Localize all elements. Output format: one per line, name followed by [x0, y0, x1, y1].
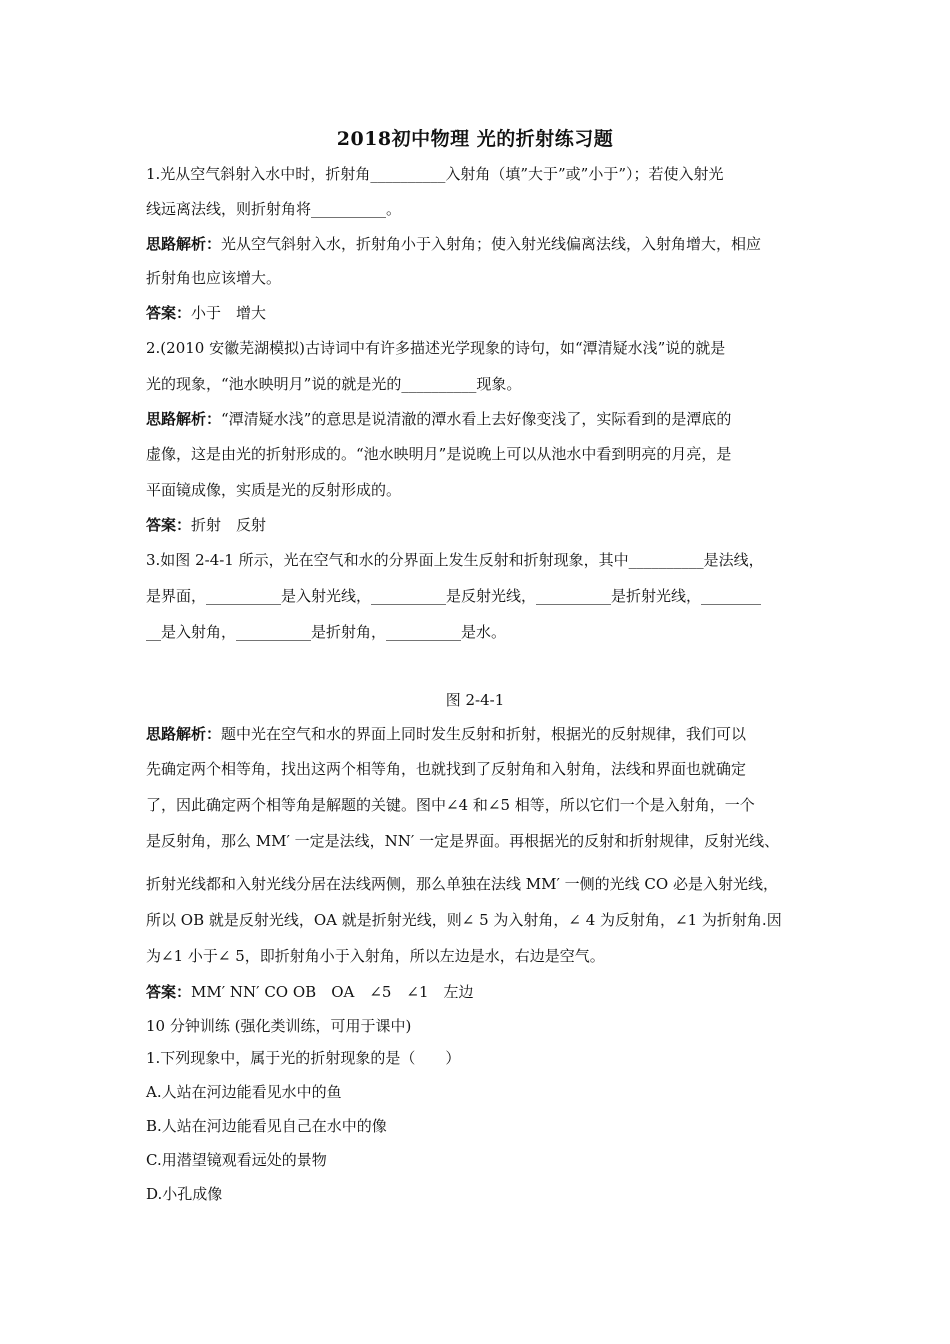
q3-line-2: 是界面，__________是入射光线，__________是反射光线，__________是折射光线，________: [146, 587, 762, 605]
q1-analysis-text-1: 光从空气斜射入水，折射角小于入射角；使入射光线偏离法线，入射角增大，相应: [221, 235, 762, 253]
q1-analysis: [146, 234, 816, 254]
analysis-label: 思路解析：: [146, 725, 222, 743]
q3-line-1: 3.如图 2-4-1 所示，光在空气和水的分界面上发生反射和折射现象，其中__________是法线，: [146, 551, 764, 569]
answer-label: 答案：: [146, 516, 192, 534]
q3-analysis-text-4: 是反射角，那么 MM′ 一定是法线，NN′ 一定是界面。再根据光的反射和折射规律，反射光线、: [146, 832, 780, 850]
q2-line-2: 光的现象，“池水映明月”说的就是光的__________现象。: [146, 375, 522, 393]
option-b: B.人站在河边能看见自己在水中的像: [146, 1117, 387, 1135]
q2-analysis: [146, 409, 816, 429]
answer-label: 答案：: [146, 983, 192, 1001]
q2-answer: [146, 515, 816, 535]
q1-line-1: 1.光从空气斜射入水中时，折射角__________入射角（填”大于”或”小于”）；若使入射光: [146, 165, 724, 183]
page-title: 2018初中物理 光的折射练习题: [336, 128, 614, 150]
analysis-label: 思路解析：: [146, 235, 222, 253]
q1-answer-text: 小于 增大: [191, 304, 267, 322]
q3-analysis-text-2: 先确定两个相等角，找出这两个相等角，也就找到了反射角和入射角，法线和界面也就确定: [146, 760, 747, 778]
q3-answer-text: MM′ NN′ CO OB OA ∠5 ∠1 左边: [191, 983, 474, 1001]
q1-answer: [146, 303, 816, 323]
q3-analysis-text-1: 题中光在空气和水的界面上同时发生反射和折射，根据光的反射规律，我们可以: [221, 725, 747, 743]
analysis-label: 思路解析：: [146, 410, 222, 428]
q3-analysis-text-3: 了，因此确定两个相等角是解题的关键。图中∠4 和∠5 相等，所以它们一个是入射角，一个: [146, 796, 755, 814]
q3-answer: [146, 982, 816, 1002]
q2-analysis-text-3: 平面镜成像，实质是光的反射形成的。: [146, 481, 402, 499]
option-a: A.人站在河边能看见水中的鱼: [146, 1083, 342, 1101]
q2-analysis-text-2: 虚像，这是由光的折射形成的。“池水映明月”是说晚上可以从池水中看到明亮的月亮，是: [146, 445, 732, 463]
q3-line-3: __是入射角，__________是折射角，__________是水。: [146, 623, 507, 641]
option-d: D.小孔成像: [146, 1185, 223, 1203]
q3-analysis-text-7: 为∠1 小于∠ 5，即折射角小于入射角，所以左边是水，右边是空气。: [146, 947, 605, 965]
answer-label: 答案：: [146, 304, 192, 322]
option-c: C.用潜望镜观看远处的景物: [146, 1151, 327, 1169]
figure-caption: 图 2-4-1: [445, 691, 505, 709]
q2-analysis-text-1: “潭清疑水浅”的意思是说清澈的潭水看上去好像变浅了，实际看到的是潭底的: [221, 410, 732, 428]
q3-analysis: [146, 724, 816, 744]
q2-line-1: 2.(2010 安徽芜湖模拟)古诗词中有许多描述光学现象的诗句，如“潭清疑水浅”说的就是: [146, 339, 726, 357]
q1-line-2: 线远离法线，则折射角将__________。: [146, 200, 402, 218]
exercise-1-stem: 1.下列现象中，属于光的折射现象的是（ ）: [146, 1049, 461, 1067]
section-heading: 10 分钟训练 (强化类训练，可用于课中): [146, 1017, 412, 1035]
q3-analysis-text-6: 所以 OB 就是反射光线，OA 就是折射光线，则∠ 5 为入射角，∠ 4 为反射角，∠1 为折射角.因: [146, 911, 782, 929]
q3-analysis-text-5: 折射光线都和入射光线分居在法线两侧，那么单独在法线 MM′ 一侧的光线 CO 必是入射光线，: [146, 875, 778, 893]
q2-answer-text: 折射 反射: [191, 516, 267, 534]
q1-analysis-text-2: 折射角也应该增大。: [146, 269, 282, 287]
